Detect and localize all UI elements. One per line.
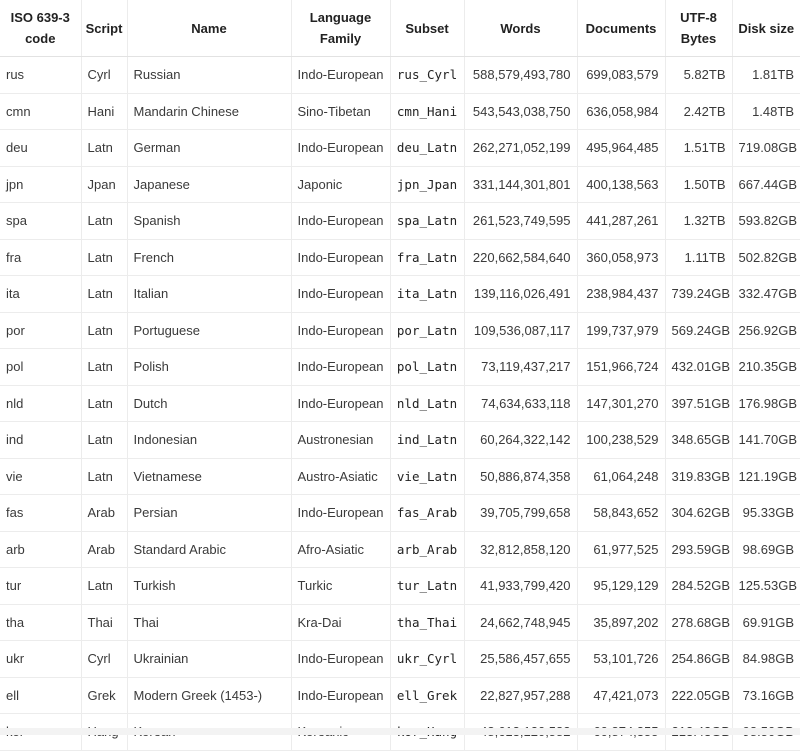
cell-subset: vie_Latn	[390, 458, 464, 495]
cell-utf8-bytes: 222.05GB	[665, 677, 732, 714]
table-row	[0, 312, 800, 349]
cell-name: Modern Greek (1453-)	[127, 677, 291, 714]
cell-script: Latn	[81, 276, 127, 313]
cell-documents: 100,238,529	[577, 422, 665, 459]
cell-disk-size: 141.70GB	[732, 422, 800, 459]
cell-subset: fas_Arab	[390, 495, 464, 532]
cell-iso-code: por	[0, 312, 81, 349]
cell-disk-size: 332.47GB	[732, 276, 800, 313]
cell-iso-code: ind	[0, 422, 81, 459]
cell-words: 109,536,087,117	[464, 312, 577, 349]
cell-documents: 61,977,525	[577, 531, 665, 568]
table-row	[0, 458, 800, 495]
table-row	[0, 349, 800, 386]
cell-subset: ita_Latn	[390, 276, 464, 313]
cell-iso-code: ukr	[0, 641, 81, 678]
cell-iso-code: ell	[0, 677, 81, 714]
cell-documents: 151,966,724	[577, 349, 665, 386]
cell-name: Portuguese	[127, 312, 291, 349]
cell-utf8-bytes: 348.65GB	[665, 422, 732, 459]
column-header-utf8-bytes: UTF-8 Bytes	[665, 0, 732, 57]
cell-script: Arab	[81, 495, 127, 532]
column-header-subset: Subset	[390, 0, 464, 57]
cell-script: Latn	[81, 130, 127, 167]
cell-utf8-bytes: 2.42TB	[665, 93, 732, 130]
cell-words: 261,523,749,595	[464, 203, 577, 240]
cell-words: 25,586,457,655	[464, 641, 577, 678]
cell-iso-code: nld	[0, 385, 81, 422]
cell-name: Japanese	[127, 166, 291, 203]
cell-documents: 53,101,726	[577, 641, 665, 678]
cell-name: Dutch	[127, 385, 291, 422]
cell-script: Latn	[81, 458, 127, 495]
cell-words: 50,886,874,358	[464, 458, 577, 495]
cell-words: 24,662,748,945	[464, 604, 577, 641]
cell-disk-size: 210.35GB	[732, 349, 800, 386]
table-row	[0, 385, 800, 422]
cell-script: Latn	[81, 385, 127, 422]
cell-subset: ukr_Cyrl	[390, 641, 464, 678]
cell-subset: pol_Latn	[390, 349, 464, 386]
cell-name: Ukrainian	[127, 641, 291, 678]
table-row	[0, 93, 800, 130]
cell-words: 73,119,437,217	[464, 349, 577, 386]
cell-words: 331,144,301,801	[464, 166, 577, 203]
cell-subset: ind_Latn	[390, 422, 464, 459]
cell-language-family: Afro-Asiatic	[291, 531, 390, 568]
cell-iso-code: ita	[0, 276, 81, 313]
cell-disk-size: 98.69GB	[732, 531, 800, 568]
cell-utf8-bytes: 5.82TB	[665, 57, 732, 94]
cell-script: Latn	[81, 422, 127, 459]
cell-iso-code: rus	[0, 57, 81, 94]
cell-documents: 360,058,973	[577, 239, 665, 276]
cell-language-family: Indo-European	[291, 130, 390, 167]
bottom-fade	[0, 728, 800, 735]
cell-script: Jpan	[81, 166, 127, 203]
cell-language-family: Austronesian	[291, 422, 390, 459]
cell-name: German	[127, 130, 291, 167]
table-row	[0, 57, 800, 94]
cell-utf8-bytes: 1.50TB	[665, 166, 732, 203]
column-header-documents: Documents	[577, 0, 665, 57]
cell-disk-size: 176.98GB	[732, 385, 800, 422]
cell-language-family: Indo-European	[291, 312, 390, 349]
cell-name: French	[127, 239, 291, 276]
cell-utf8-bytes: 569.24GB	[665, 312, 732, 349]
cell-utf8-bytes: 319.83GB	[665, 458, 732, 495]
table-row	[0, 239, 800, 276]
cell-words: 139,116,026,491	[464, 276, 577, 313]
cell-name: Thai	[127, 604, 291, 641]
cell-iso-code: tha	[0, 604, 81, 641]
table-row	[0, 531, 800, 568]
cell-subset: spa_Latn	[390, 203, 464, 240]
cell-words: 262,271,052,199	[464, 130, 577, 167]
table-body	[0, 57, 800, 751]
cell-script: Latn	[81, 568, 127, 605]
cell-iso-code: vie	[0, 458, 81, 495]
cell-documents: 47,421,073	[577, 677, 665, 714]
cell-script: Latn	[81, 312, 127, 349]
cell-utf8-bytes: 739.24GB	[665, 276, 732, 313]
column-header-words: Words	[464, 0, 577, 57]
cell-words: 543,543,038,750	[464, 93, 577, 130]
cell-disk-size: 1.81TB	[732, 57, 800, 94]
column-header-disk-size: Disk size	[732, 0, 800, 57]
cell-language-family: Indo-European	[291, 495, 390, 532]
cell-name: Persian	[127, 495, 291, 532]
cell-words: 60,264,322,142	[464, 422, 577, 459]
cell-subset: tur_Latn	[390, 568, 464, 605]
cell-language-family: Sino-Tibetan	[291, 93, 390, 130]
cell-disk-size: 125.53GB	[732, 568, 800, 605]
cell-language-family: Indo-European	[291, 57, 390, 94]
cell-disk-size: 593.82GB	[732, 203, 800, 240]
table-row	[0, 495, 800, 532]
cell-documents: 58,843,652	[577, 495, 665, 532]
cell-language-family: Indo-European	[291, 385, 390, 422]
cell-documents: 147,301,270	[577, 385, 665, 422]
table-row	[0, 677, 800, 714]
cell-name: Spanish	[127, 203, 291, 240]
cell-documents: 35,897,202	[577, 604, 665, 641]
cell-documents: 495,964,485	[577, 130, 665, 167]
cell-disk-size: 256.92GB	[732, 312, 800, 349]
cell-utf8-bytes: 304.62GB	[665, 495, 732, 532]
cell-words: 220,662,584,640	[464, 239, 577, 276]
cell-script: Grek	[81, 677, 127, 714]
cell-script: Cyrl	[81, 641, 127, 678]
cell-subset: fra_Latn	[390, 239, 464, 276]
table-row	[0, 604, 800, 641]
table-row	[0, 166, 800, 203]
cell-documents: 61,064,248	[577, 458, 665, 495]
cell-disk-size: 69.91GB	[732, 604, 800, 641]
cell-words: 39,705,799,658	[464, 495, 577, 532]
cell-documents: 95,129,129	[577, 568, 665, 605]
cell-subset: nld_Latn	[390, 385, 464, 422]
cell-script: Hani	[81, 93, 127, 130]
cell-script: Latn	[81, 239, 127, 276]
cell-disk-size: 1.48TB	[732, 93, 800, 130]
cell-name: Polish	[127, 349, 291, 386]
cell-subset: tha_Thai	[390, 604, 464, 641]
cell-name: Mandarin Chinese	[127, 93, 291, 130]
cell-words: 74,634,633,118	[464, 385, 577, 422]
cell-language-family: Indo-European	[291, 349, 390, 386]
cell-iso-code: fra	[0, 239, 81, 276]
cell-script: Cyrl	[81, 57, 127, 94]
cell-subset: ell_Grek	[390, 677, 464, 714]
column-header-name: Name	[127, 0, 291, 57]
cell-name: Standard Arabic	[127, 531, 291, 568]
cell-language-family: Indo-European	[291, 203, 390, 240]
cell-subset: jpn_Jpan	[390, 166, 464, 203]
cell-language-family: Turkic	[291, 568, 390, 605]
cell-utf8-bytes: 278.68GB	[665, 604, 732, 641]
cell-iso-code: cmn	[0, 93, 81, 130]
cell-iso-code: fas	[0, 495, 81, 532]
cell-disk-size: 84.98GB	[732, 641, 800, 678]
cell-utf8-bytes: 432.01GB	[665, 349, 732, 386]
cell-script: Latn	[81, 349, 127, 386]
cell-script: Arab	[81, 531, 127, 568]
cell-documents: 636,058,984	[577, 93, 665, 130]
column-header-iso-code: ISO 639-3 code	[0, 0, 81, 57]
table-header-row	[0, 0, 800, 57]
cell-iso-code: jpn	[0, 166, 81, 203]
cell-script: Latn	[81, 203, 127, 240]
cell-language-family: Indo-European	[291, 677, 390, 714]
cell-documents: 441,287,261	[577, 203, 665, 240]
cell-disk-size: 502.82GB	[732, 239, 800, 276]
table-row	[0, 422, 800, 459]
cell-language-family: Japonic	[291, 166, 390, 203]
cell-words: 22,827,957,288	[464, 677, 577, 714]
cell-utf8-bytes: 284.52GB	[665, 568, 732, 605]
column-header-language-family: Language Family	[291, 0, 390, 57]
cell-name: Turkish	[127, 568, 291, 605]
cell-utf8-bytes: 254.86GB	[665, 641, 732, 678]
cell-documents: 400,138,563	[577, 166, 665, 203]
table-row	[0, 276, 800, 313]
cell-name: Indonesian	[127, 422, 291, 459]
cell-subset: rus_Cyrl	[390, 57, 464, 94]
cell-utf8-bytes: 1.32TB	[665, 203, 732, 240]
cell-disk-size: 719.08GB	[732, 130, 800, 167]
column-header-script: Script	[81, 0, 127, 57]
cell-subset: deu_Latn	[390, 130, 464, 167]
cell-iso-code: tur	[0, 568, 81, 605]
cell-name: Vietnamese	[127, 458, 291, 495]
cell-disk-size: 73.16GB	[732, 677, 800, 714]
cell-utf8-bytes: 1.11TB	[665, 239, 732, 276]
cell-iso-code: pol	[0, 349, 81, 386]
cell-subset: arb_Arab	[390, 531, 464, 568]
cell-iso-code: arb	[0, 531, 81, 568]
cell-documents: 699,083,579	[577, 57, 665, 94]
cell-utf8-bytes: 293.59GB	[665, 531, 732, 568]
cell-words: 32,812,858,120	[464, 531, 577, 568]
cell-name: Italian	[127, 276, 291, 313]
cell-disk-size: 95.33GB	[732, 495, 800, 532]
cell-utf8-bytes: 397.51GB	[665, 385, 732, 422]
table-row	[0, 130, 800, 167]
cell-utf8-bytes: 1.51TB	[665, 130, 732, 167]
cell-iso-code: spa	[0, 203, 81, 240]
cell-language-family: Kra-Dai	[291, 604, 390, 641]
cell-disk-size: 667.44GB	[732, 166, 800, 203]
cell-words: 588,579,493,780	[464, 57, 577, 94]
table-row	[0, 568, 800, 605]
cell-disk-size: 121.19GB	[732, 458, 800, 495]
cell-language-family: Austro-Asiatic	[291, 458, 390, 495]
table-row	[0, 203, 800, 240]
cell-language-family: Indo-European	[291, 239, 390, 276]
cell-documents: 238,984,437	[577, 276, 665, 313]
cell-iso-code: deu	[0, 130, 81, 167]
cell-language-family: Indo-European	[291, 641, 390, 678]
cell-documents: 199,737,979	[577, 312, 665, 349]
cell-subset: por_Latn	[390, 312, 464, 349]
cell-name: Russian	[127, 57, 291, 94]
cell-script: Thai	[81, 604, 127, 641]
cell-language-family: Indo-European	[291, 276, 390, 313]
cell-subset: cmn_Hani	[390, 93, 464, 130]
table-row	[0, 641, 800, 678]
cell-words: 41,933,799,420	[464, 568, 577, 605]
